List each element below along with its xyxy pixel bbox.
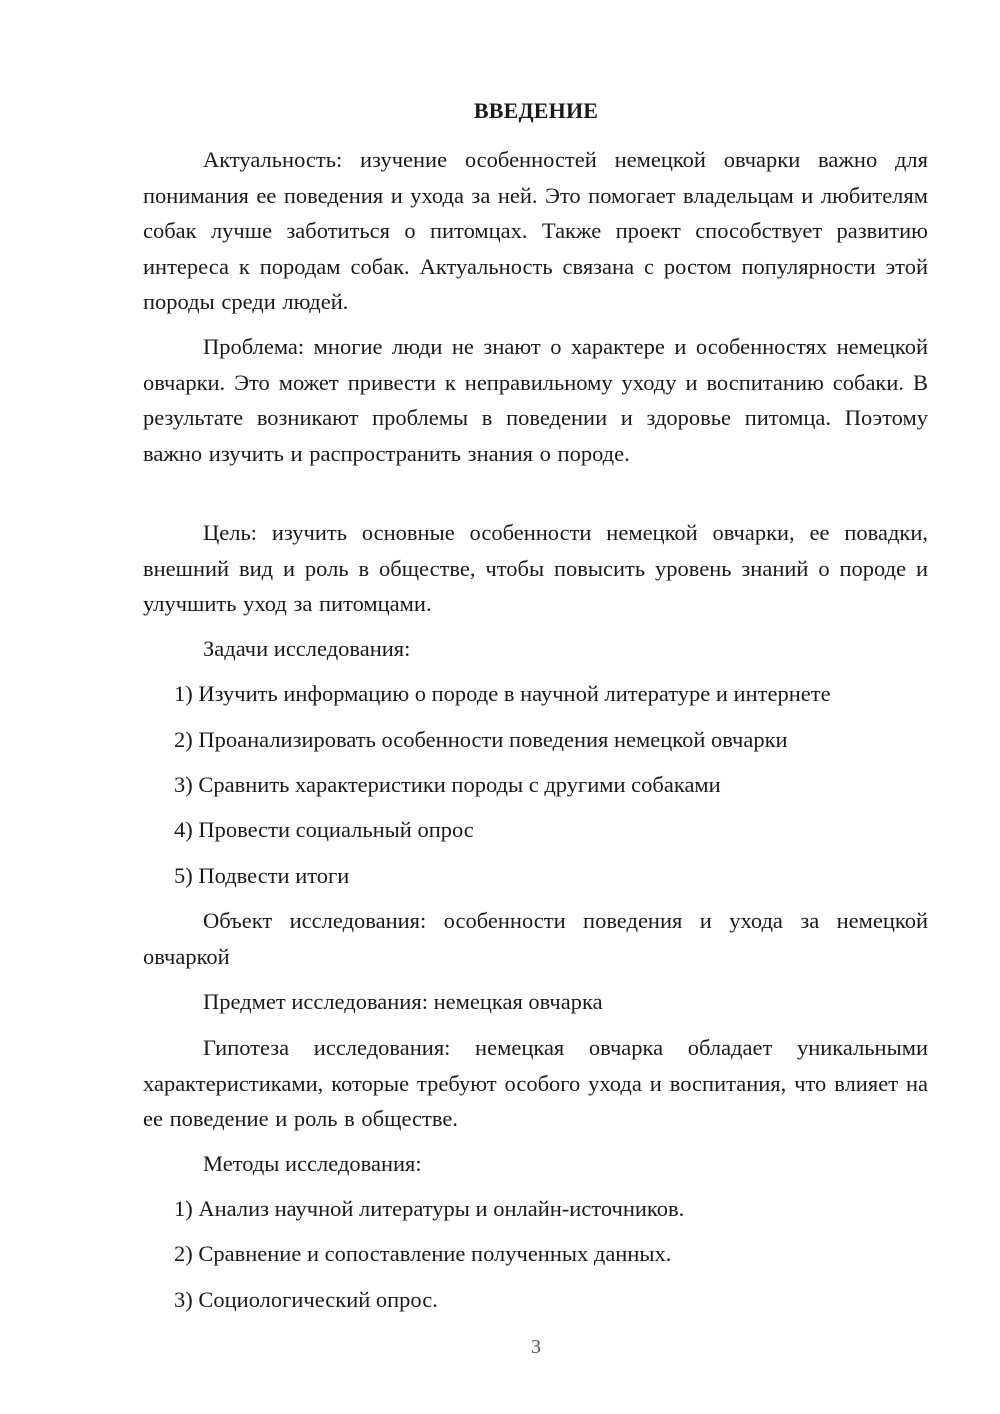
goal-paragraph: Цель: изучить основные особенности немецкой овчарки, ее повадки, внешний вид и роль в обществе, чтобы повысить уровень знаний о породе и улучшить уход за питомцами. xyxy=(143,520,928,616)
subject-line: Предмет исследования: немецкая овчарка xyxy=(203,989,603,1014)
section-heading: ВВЕДЕНИЕ xyxy=(473,98,599,123)
task-item: 1) Изучить информацию о породе в научной литературе и интернете xyxy=(174,681,831,706)
page-number: 3 xyxy=(531,1336,541,1358)
object-paragraph: Объект исследования: особенности поведения и ухода за немецкой овчаркой xyxy=(143,908,928,969)
method-item: 3) Социологический опрос. xyxy=(174,1287,438,1312)
relevance-paragraph: Актуальность: изучение особенностей немецкой овчарки важно для понимания ее поведения и ухода за ней. Это помогает владельцам и любителям собак лучше заботиться о питомцах. Также проект способствует развитию интереса к породам собак. Актуальность связана с ростом популярности этой породы среди людей. xyxy=(143,147,928,314)
method-item: 1) Анализ научной литературы и онлайн-источников. xyxy=(174,1196,685,1221)
task-item: 2) Проанализировать особенности поведения немецкой овчарки xyxy=(174,727,788,752)
task-item: 5) Подвести итоги xyxy=(174,863,350,888)
hypothesis-paragraph: Гипотеза исследования: немецкая овчарка обладает уникальными характеристиками, которые требуют особого ухода и воспитания, что влияет на ее поведение и роль в обществе. xyxy=(143,1035,928,1131)
tasks-title: Задачи исследования: xyxy=(203,636,411,661)
task-item: 3) Сравнить характеристики породы с другими собаками xyxy=(174,772,721,797)
method-item: 2) Сравнение и сопоставление полученных данных. xyxy=(174,1241,672,1266)
methods-title: Методы исследования: xyxy=(203,1151,422,1176)
problem-paragraph: Проблема: многие люди не знают о характере и особенностях немецкой овчарки. Это может привести к неправильному уходу и воспитанию собаки. В результате возникают проблемы в поведении и здоровье питомца. Поэтому важно изучить и распространить знания о породе. xyxy=(143,334,928,466)
task-item: 4) Провести социальный опрос xyxy=(174,817,474,842)
